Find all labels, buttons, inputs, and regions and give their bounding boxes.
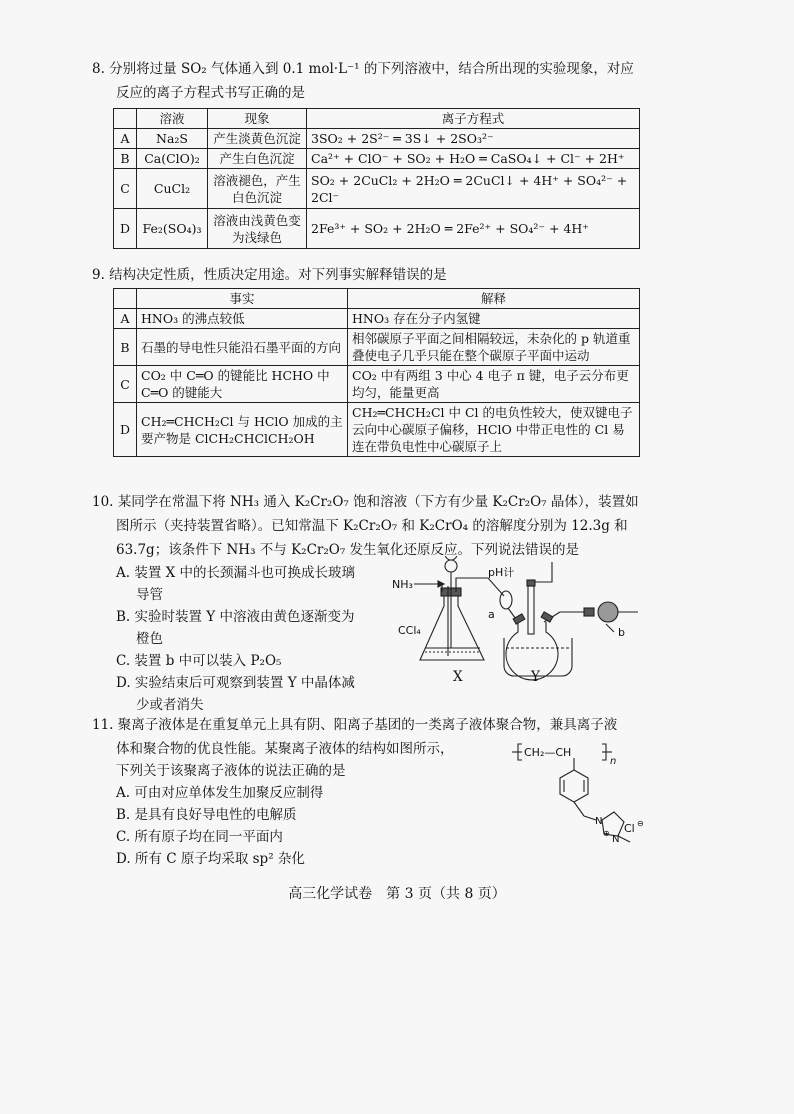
table-header: 事实 xyxy=(137,289,348,309)
q11-option-a: A. 可由对应单体发生加聚反应制得 xyxy=(116,785,324,801)
apparatus-diagram xyxy=(392,556,644,684)
table-row xyxy=(114,129,640,149)
cell-fact: 石墨的导电性只能沿石墨平面的方向 xyxy=(137,329,348,366)
polymer-n-label: n xyxy=(610,756,617,767)
q10-option-a: A. 装置 X 中的长颈漏斗也可换成长玻璃 xyxy=(116,565,356,581)
q9-stem-line1: 9. 结构决定性质，性质决定用途。对下列事实解释错误的是 xyxy=(92,267,447,283)
nitrogen-2: N xyxy=(612,834,620,845)
table-header-row xyxy=(114,109,640,129)
table-row xyxy=(114,169,640,209)
q11-option-b: B. 是具有良好导电性的电解质 xyxy=(116,807,297,823)
table-header xyxy=(114,289,137,309)
table-row xyxy=(114,309,640,329)
row-label: A xyxy=(114,129,137,149)
cell-explanation: CH₂═CHCH₂Cl 中 Cl 的电负性较大，使双键电子云向中心碳原子偏移，HClO 中带正电性的 Cl 易连在带负电性中心碳原子上 xyxy=(348,403,640,457)
cell-phenomenon: 产生白色沉淀 xyxy=(208,149,307,169)
cell-phenomenon: 溶液由浅黄色变为浅绿色 xyxy=(208,209,307,249)
q10-option-d: D. 实验结束后可观察到装置 Y 中晶体减 xyxy=(116,675,355,691)
q11-stem-line1: 11. 聚离子液体是在重复单元上具有阴、阳离子基团的一类离子液体聚合物，兼具离子液 xyxy=(92,717,618,733)
row-label: D xyxy=(114,209,137,249)
negative-charge: ⊖ xyxy=(637,819,644,828)
cell-equation: SO₂ + 2CuCl₂ + 2H₂O ═ 2CuCl↓ + 4H⁺ + SO₄²⁻ + 2Cl⁻ xyxy=(307,169,640,209)
q8-table xyxy=(113,108,640,249)
q10-option-b: B. 实验时装置 Y 中溶液由黄色逐渐变为 xyxy=(116,609,355,625)
q11-option-c: C. 所有原子均在同一平面内 xyxy=(116,829,283,845)
label-b: b xyxy=(618,626,625,639)
table-row xyxy=(114,329,640,366)
table-row xyxy=(114,149,640,169)
q10-stem-line2: 图所示（夹持装置省略）。已知常温下 K₂Cr₂O₇ 和 K₂CrO₄ 的溶解度分别为 12.3g 和 xyxy=(116,518,628,534)
cell-solution: Fe₂(SO₄)₃ xyxy=(137,209,208,249)
cell-fact: HNO₃ 的沸点较低 xyxy=(137,309,348,329)
q10-option-a-cont: 导管 xyxy=(136,587,163,603)
cell-phenomenon: 溶液褪色，产生白色沉淀 xyxy=(208,169,307,209)
label-ph-meter: pH计 xyxy=(488,566,515,579)
cell-fact: CO₂ 中 C═O 的键能比 HCHO 中 C═O 的键能大 xyxy=(137,366,348,403)
cell-equation: 3SO₂ + 2S²⁻ ═ 3S↓ + 2SO₃²⁻ xyxy=(307,129,640,149)
table-row xyxy=(114,403,640,457)
q10-option-c: C. 装置 b 中可以装入 P₂O₅ xyxy=(116,653,282,669)
chloride-label: Cl xyxy=(624,822,635,835)
q11-stem-line3: 下列关于该聚离子液体的说法正确的是 xyxy=(116,763,346,779)
cell-fact: CH₂═CHCH₂Cl 与 HClO 加成的主要产物是 ClCH₂CHClCH₂OH xyxy=(137,403,348,457)
q10-option-d-cont: 少或者消失 xyxy=(136,697,204,713)
page-footer: 高三化学试卷 第 3 页（共 8 页） xyxy=(288,886,506,902)
q8-stem-line2: 反应的离子方程式书写正确的是 xyxy=(116,85,305,101)
cell-explanation: 相邻碳原子平面之间相隔较远，未杂化的 p 轨道重叠使电子几乎只能在整个碳原子平面中运动 xyxy=(348,329,640,366)
q10-stem-line1: 10. 某同学在常温下将 NH₃ 通入 K₂Cr₂O₇ 饱和溶液（下方有少量 K₂Cr₂O₇ 晶体），装置如 xyxy=(92,494,639,510)
cell-phenomenon: 产生淡黄色沉淀 xyxy=(208,129,307,149)
row-label: C xyxy=(114,366,137,403)
q11-stem-line2: 体和聚合物的优良性能。某聚离子液体的结构如图所示， xyxy=(116,741,454,757)
cell-equation: 2Fe³⁺ + SO₂ + 2H₂O ═ 2Fe²⁺ + SO₄²⁻ + 4H⁺ xyxy=(307,209,640,249)
polymer-chain-label: CH₂—CH xyxy=(524,746,572,759)
cell-solution: Ca(ClO)₂ xyxy=(137,149,208,169)
positive-charge: ⊕ xyxy=(603,829,610,838)
row-label: B xyxy=(114,149,137,169)
label-nh3: NH₃ xyxy=(392,578,413,591)
label-x: X xyxy=(453,669,463,685)
row-label: B xyxy=(114,329,137,366)
row-label: A xyxy=(114,309,137,329)
table-header: 现象 xyxy=(208,109,307,129)
table-row xyxy=(114,366,640,403)
label-ccl4: CCl₄ xyxy=(398,624,421,637)
q9-table xyxy=(113,288,640,457)
table-header: 溶液 xyxy=(137,109,208,129)
nitrogen-1: N xyxy=(595,816,603,827)
cell-explanation: HNO₃ 存在分子内氢键 xyxy=(348,309,640,329)
q8-stem-line1: 8. 分别将过量 SO₂ 气体通入到 0.1 mol·L⁻¹ 的下列溶液中，结合所出现的实验现象，对应 xyxy=(92,61,634,77)
row-label: D xyxy=(114,403,137,457)
label-a: a xyxy=(488,608,495,621)
label-y: Y xyxy=(531,669,540,685)
q11-option-d: D. 所有 C 原子均采取 sp² 杂化 xyxy=(116,851,305,867)
table-header xyxy=(114,109,137,129)
cell-solution: CuCl₂ xyxy=(137,169,208,209)
table-header: 离子方程式 xyxy=(307,109,640,129)
table-header: 解释 xyxy=(348,289,640,309)
row-label: C xyxy=(114,169,137,209)
polymer-structure xyxy=(512,740,662,860)
cell-equation: Ca²⁺ + ClO⁻ + SO₂ + H₂O ═ CaSO₄↓ + Cl⁻ + 2H⁺ xyxy=(307,149,640,169)
table-header-row xyxy=(114,289,640,309)
q10-stem-line3: 63.7g；该条件下 NH₃ 不与 K₂Cr₂O₇ 发生氧化还原反应。下列说法错误的是 xyxy=(116,542,580,558)
table-row xyxy=(114,209,640,249)
q10-option-b-cont: 橙色 xyxy=(136,631,163,647)
cell-solution: Na₂S xyxy=(137,129,208,149)
cell-explanation: CO₂ 中有两组 3 中心 4 电子 π 键，电子云分布更均匀，能量更高 xyxy=(348,366,640,403)
